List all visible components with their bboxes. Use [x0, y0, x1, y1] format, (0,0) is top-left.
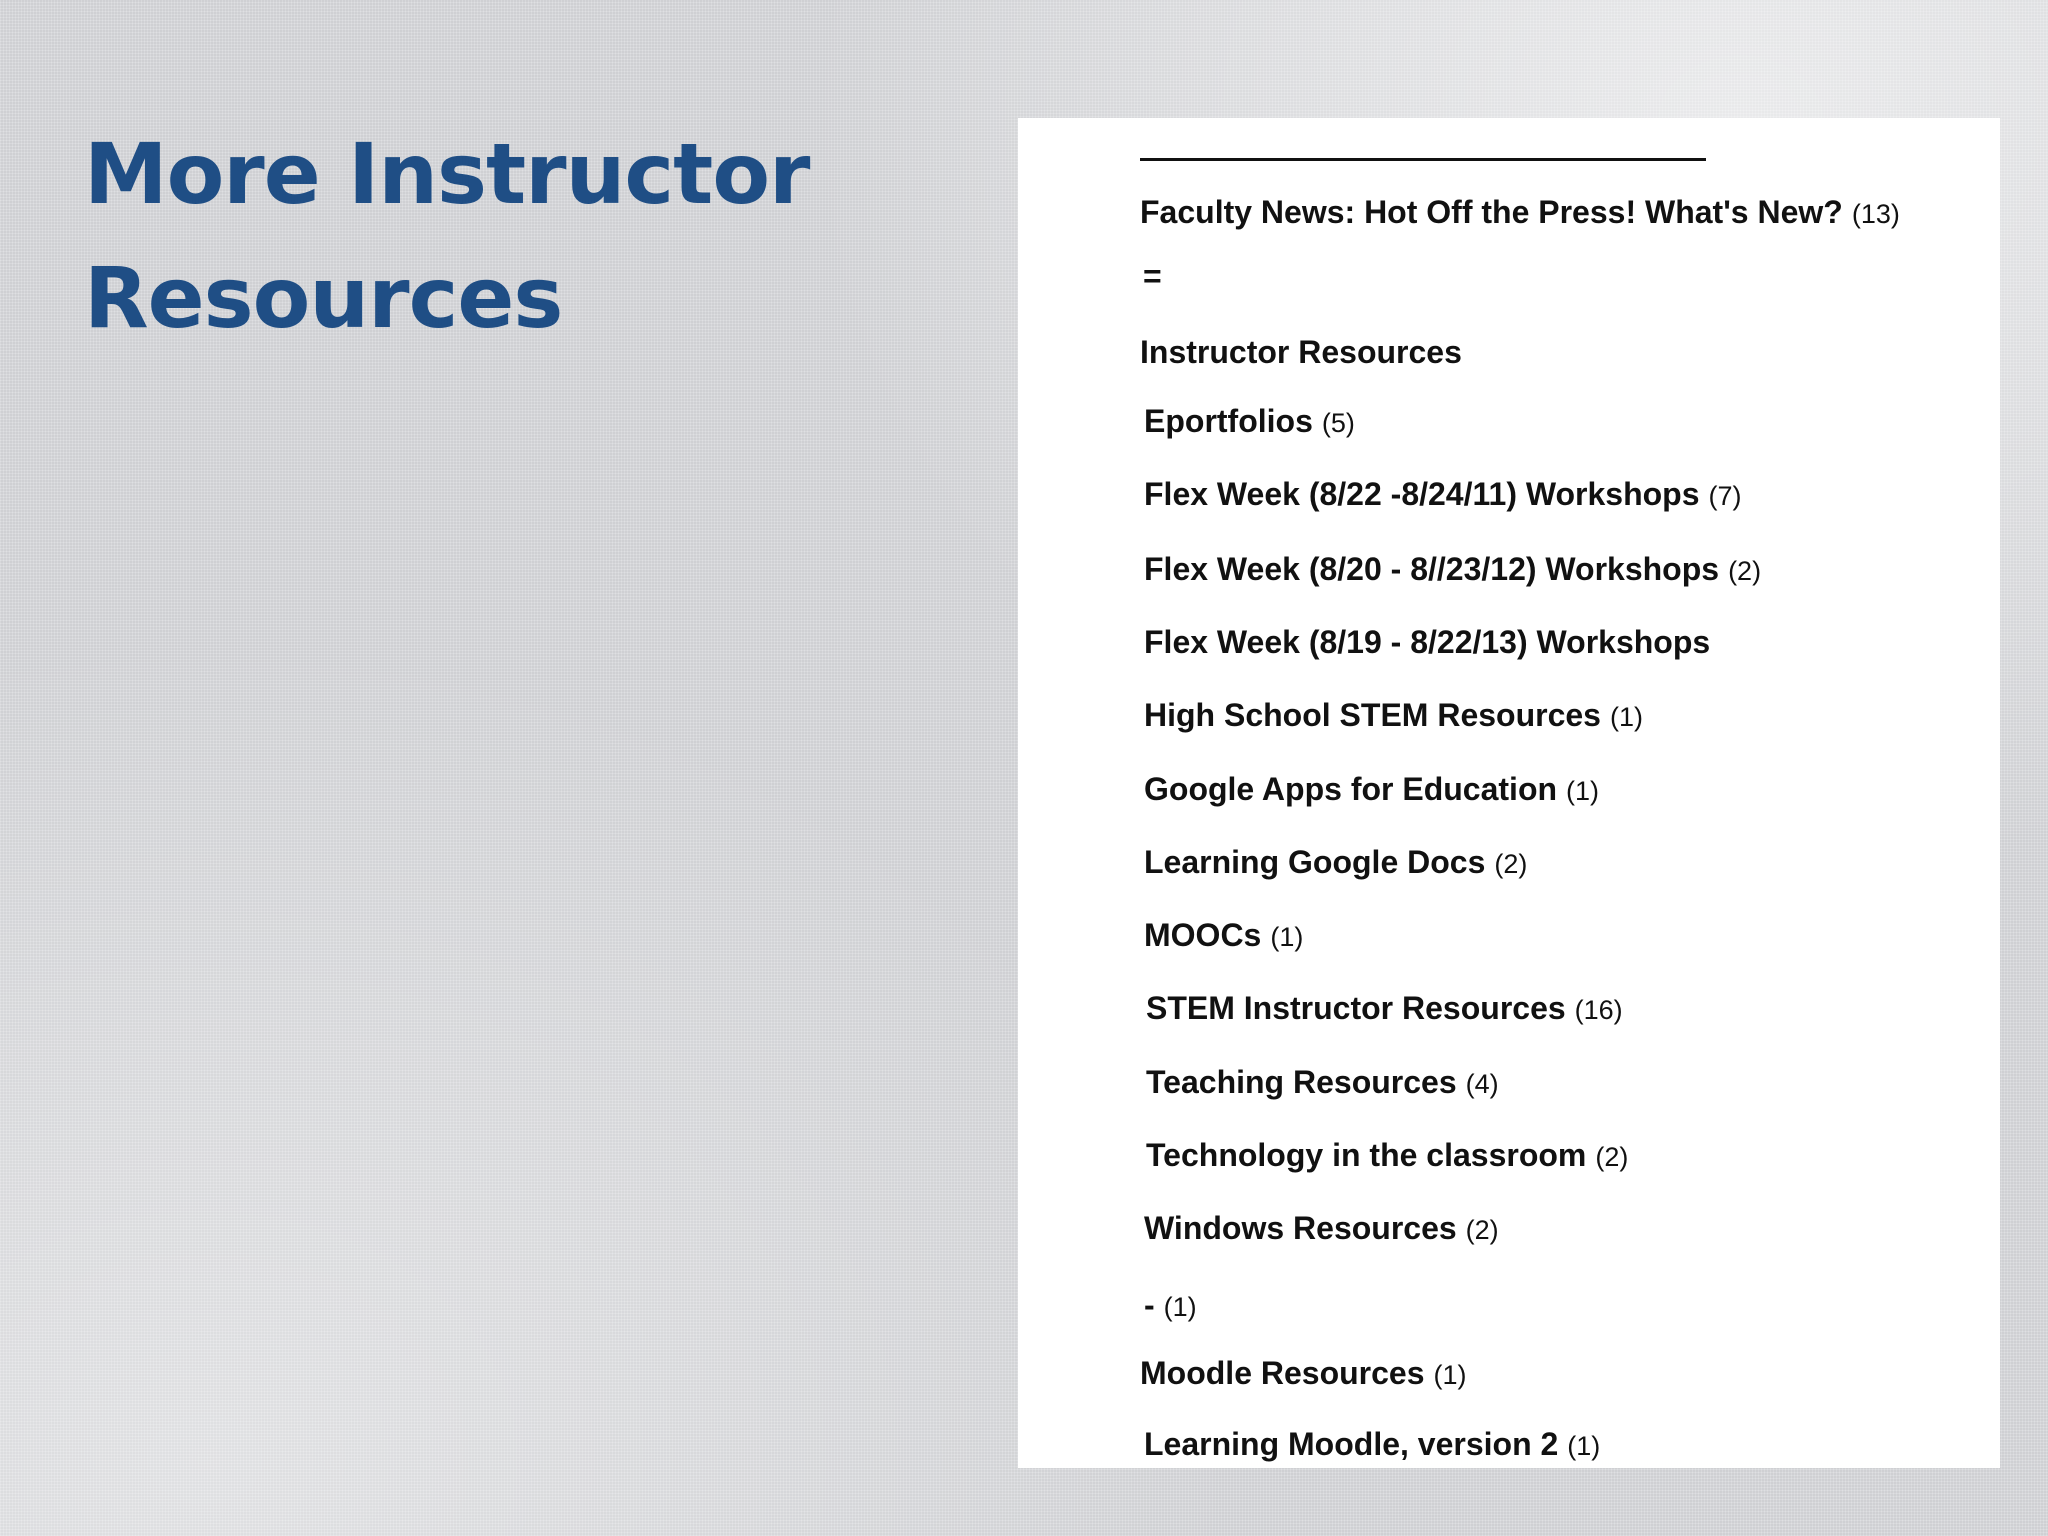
- category-moodle-resources[interactable]: [1140, 1353, 1467, 1395]
- category-count: (2): [1728, 556, 1762, 586]
- category-label: Eportfolios: [1144, 403, 1313, 439]
- category-moocs[interactable]: [1144, 915, 1303, 957]
- category-count: (4): [1465, 1069, 1499, 1099]
- category-label: Flex Week (8/20 - 8//23/12) Workshops: [1144, 551, 1720, 587]
- slide-title: [84, 112, 964, 360]
- category-label: STEM Instructor Resources: [1146, 990, 1566, 1026]
- category-label: Flex Week (8/22 -8/24/11) Workshops: [1144, 476, 1700, 512]
- category-label: Learning Moodle, version 2: [1144, 1426, 1559, 1462]
- category-label: MOOCs: [1144, 917, 1262, 953]
- category-learning-moodle[interactable]: [1144, 1424, 1600, 1466]
- category-count: (1): [1566, 776, 1600, 806]
- category-windows-resources[interactable]: [1144, 1208, 1499, 1250]
- slide-title-line-2: Resources: [84, 249, 563, 347]
- category-label: =: [1143, 258, 1162, 294]
- category-label: Google Apps for Education: [1144, 771, 1558, 807]
- category-label: Moodle Resources: [1140, 1355, 1425, 1391]
- category-google-apps[interactable]: [1144, 769, 1599, 811]
- category-label: -: [1144, 1287, 1155, 1323]
- category-flex-week-2011[interactable]: [1144, 474, 1742, 516]
- category-label: High School STEM Resources: [1144, 697, 1601, 733]
- category-label: Faculty News: Hot Off the Press! What's New?: [1140, 194, 1843, 230]
- category-instructor-resources[interactable]: [1140, 332, 1462, 372]
- category-count: (7): [1708, 481, 1742, 511]
- category-high-school-stem[interactable]: [1144, 695, 1643, 737]
- category-count: (2): [1494, 849, 1528, 879]
- category-count: (1): [1163, 1292, 1197, 1322]
- category-label: Instructor Resources: [1140, 334, 1462, 370]
- category-dash[interactable]: [1144, 1285, 1197, 1327]
- slide-title-line-1: More Instructor: [84, 125, 810, 223]
- category-count: (16): [1574, 995, 1623, 1025]
- category-count: (1): [1609, 702, 1643, 732]
- category-label: Flex Week (8/19 - 8/22/13) Workshops: [1144, 624, 1711, 660]
- category-label: Technology in the classroom: [1146, 1137, 1587, 1173]
- category-label: Teaching Resources: [1146, 1064, 1457, 1100]
- category-flex-week-2012[interactable]: [1144, 549, 1761, 591]
- category-count: (1): [1567, 1431, 1601, 1461]
- category-count: (2): [1465, 1215, 1499, 1245]
- category-faculty-news[interactable]: [1140, 192, 1900, 234]
- category-label: Windows Resources: [1144, 1210, 1457, 1246]
- separator-line: [1140, 158, 1706, 161]
- category-count: (1): [1270, 922, 1304, 952]
- category-count: (13): [1851, 199, 1900, 229]
- category-label: Learning Google Docs: [1144, 844, 1486, 880]
- category-flex-week-2013[interactable]: [1144, 622, 1710, 662]
- category-learning-google-docs[interactable]: [1144, 842, 1527, 884]
- category-eportfolios[interactable]: [1144, 401, 1355, 443]
- category-list-screenshot: [1018, 118, 2000, 1468]
- category-count: (5): [1321, 408, 1355, 438]
- category-technology-classroom[interactable]: [1146, 1135, 1628, 1177]
- category-count: (1): [1433, 1360, 1467, 1390]
- category-teaching-resources[interactable]: [1146, 1062, 1499, 1104]
- category-separator-mark: [1143, 256, 1162, 296]
- category-count: (2): [1595, 1142, 1629, 1172]
- category-stem-instructor[interactable]: [1146, 988, 1623, 1030]
